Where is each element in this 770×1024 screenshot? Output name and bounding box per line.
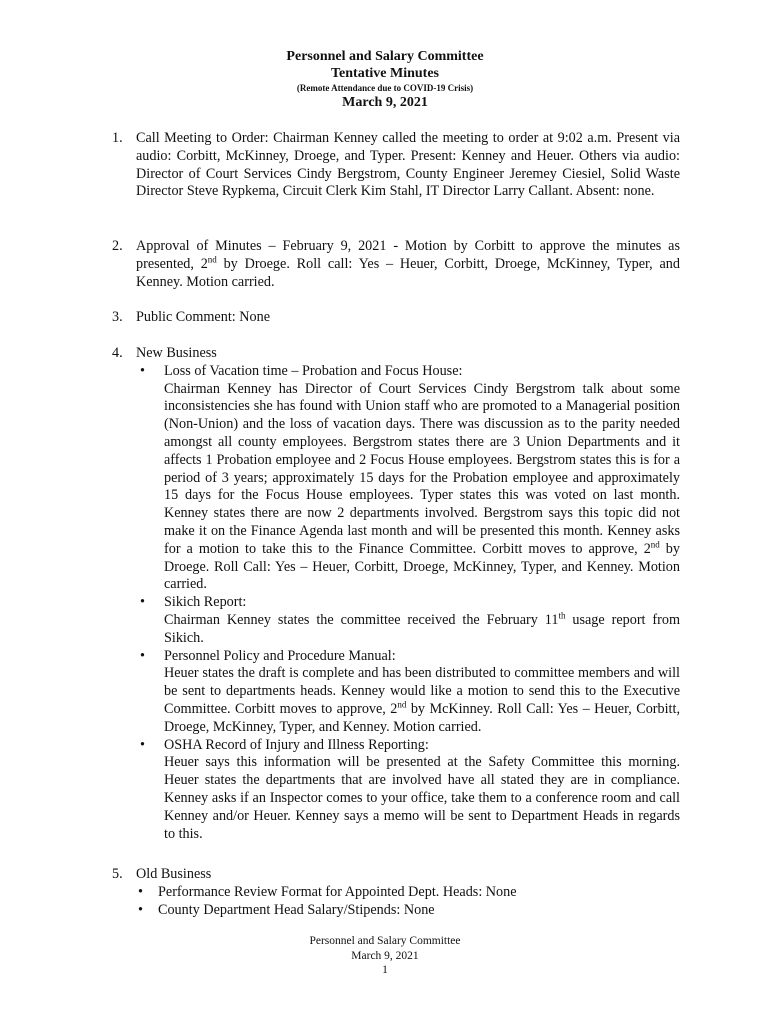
- list-item: [138, 902, 680, 920]
- footer-date: March 9, 2021: [351, 949, 419, 962]
- section-title: Old Business: [136, 866, 212, 882]
- text-part: by McKinney. Roll Call: Yes – Heuer, Corbitt, Droege, McKinney, Typer, and Kenney. Motion carried.: [164, 700, 680, 735]
- section-approval-of-minutes: [112, 238, 680, 291]
- section-text: Public Comment: None: [136, 309, 270, 325]
- text-part: Chairman Kenney has Director of Court Services Cindy Bergstrom talk about some inconsistencies she has found with Union staff who are promoted to a Managerial position (Non-Union) and the loss of vacation days. There was discussion as to the parity needed amongst all county employees. Bergstrom states there are 3 Union Departments and it affects 1 Probation employee and 2 Focus House employees. Bergstrom states this is for a period of 3 years; approximately 15 days for the Probation employee and approximately 15 days for the Focus House employees. Typer states this was voted on last month. Kenney states there are now 2 departments involved. Bergstrom says this topic did not make it on the Finance Agenda last month and will be presented this month. Kenney asks for a motion to take this to the Finance Committee. Corbitt moves to approve, 2: [164, 380, 680, 557]
- item-heading: Sikich Report:: [164, 594, 247, 611]
- ordinal-suffix: th: [558, 610, 566, 621]
- document-header: [0, 48, 770, 111]
- section-public-comment: [112, 309, 680, 327]
- list-item: [140, 737, 680, 844]
- attendance-note: (Remote Attendance due to COVID-19 Crisis): [296, 83, 474, 93]
- bullet: •: [140, 736, 145, 753]
- item-heading: Personnel Policy and Procedure Manual:: [164, 647, 396, 664]
- ordinal-suffix: nd: [207, 254, 217, 265]
- bullet: •: [138, 883, 143, 900]
- section-text: Call Meeting to Order: Chairman Kenney called the meeting to order at 9:02 a.m. Present via audio: Corbitt, McKinney, Droege, and Typer. Present: Kenney and Heuer. Others via audio: Director of Court Services Cindy Bergstrom, County Engineer Jeremey Ciesiel, Solid Waste Director Steve Rypkema, Circuit Clerk Kim Stahl, IT Director Larry Callant. Absent: none.: [136, 130, 680, 200]
- section-number: 4.: [112, 345, 123, 361]
- section-number: 2.: [112, 238, 123, 254]
- text-part: usage report from Sikich.: [164, 611, 680, 646]
- list-item: [140, 648, 680, 737]
- section-old-business: [112, 866, 680, 919]
- item-text: [164, 381, 680, 595]
- section-call-to-order: [112, 130, 680, 201]
- list-item: [138, 884, 680, 902]
- ordinal-suffix: nd: [650, 539, 660, 550]
- bullet: •: [140, 362, 145, 379]
- section-number: 1.: [112, 130, 123, 146]
- item-heading: OSHA Record of Injury and Illness Reporting:: [164, 736, 429, 753]
- item-text: [164, 754, 680, 843]
- text-part: by Droege. Roll Call: Yes – Heuer, Corbitt, Droege, McKinney, Typer, and Kenney. Motion carried.: [164, 540, 680, 593]
- section-new-business: [112, 345, 680, 843]
- section-number: 5.: [112, 866, 123, 882]
- list-item: [140, 363, 680, 594]
- ordinal-suffix: nd: [397, 699, 407, 710]
- list-item: [140, 594, 680, 647]
- page-number: 1: [382, 964, 388, 976]
- text-part: Heuer states the draft is complete and has been distributed to committee members and will be sent to departments heads. Kenney would like a motion to send this to the Executive Committee. Corbitt moves to approve, 2: [164, 665, 680, 717]
- section-number: 3.: [112, 309, 123, 325]
- minutes-title: Tentative Minutes: [331, 66, 439, 81]
- text-part: Approval of Minutes – February 9, 2021 - Motion by Corbitt to approve the minutes as presented, 2: [136, 238, 680, 272]
- committee-title: Personnel and Salary Committee: [286, 49, 484, 64]
- item-text: County Department Head Salary/Stipends: None: [158, 901, 435, 918]
- bullet: •: [140, 594, 145, 611]
- item-text: Performance Review Format for Appointed Dept. Heads: None: [158, 883, 517, 900]
- item-heading: Loss of Vacation time – Probation and Focus House:: [164, 362, 463, 379]
- item-text: [164, 665, 680, 736]
- footer-committee: Personnel and Salary Committee: [309, 935, 461, 947]
- bullet: •: [140, 647, 145, 664]
- text-part: Heuer says this information will be presented at the Safety Committee this morning. Heuer states the departments that are involved have all stated they are in compliance. Kenney asks if an Inspector comes to your office, take them to a conference room and call Kenney and/or Heuer. Kenney says a memo will be sent to Department Heads in regards to this.: [164, 754, 680, 842]
- item-text: [164, 612, 680, 648]
- meeting-date: March 9, 2021: [342, 95, 428, 110]
- bullet: •: [138, 901, 143, 918]
- text-part: by Droege. Roll call: Yes – Heuer, Corbitt, Droege, McKinney, Typer, and Kenney. Motion carried.: [136, 255, 680, 290]
- section-title: New Business: [136, 345, 217, 361]
- section-text: [136, 238, 680, 291]
- page-footer: [0, 934, 770, 978]
- text-part: Chairman Kenney states the committee received the February 11: [164, 611, 559, 628]
